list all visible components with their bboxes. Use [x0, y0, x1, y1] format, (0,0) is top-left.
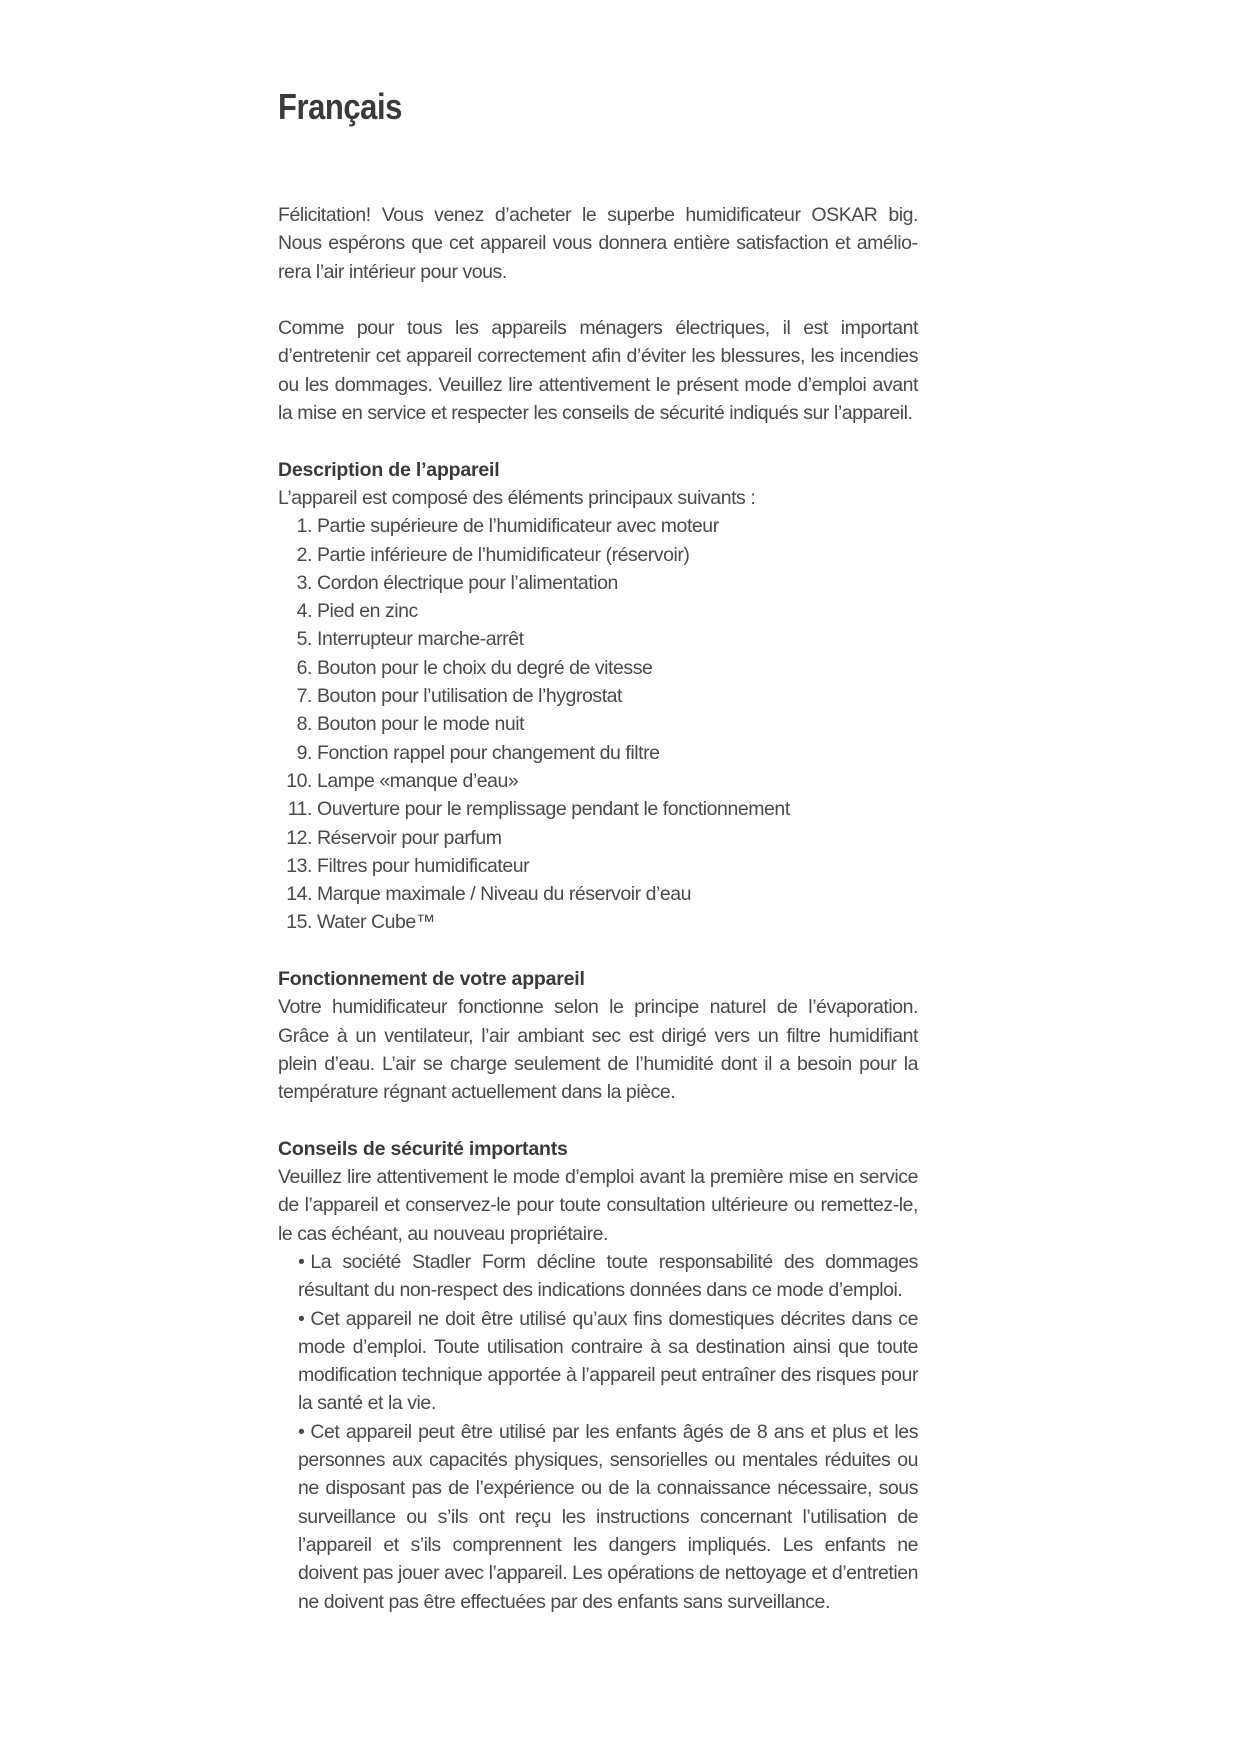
list-number: 8. — [296, 713, 312, 736]
list-text: Partie supérieure de l’humidificateur avec moteur — [317, 515, 719, 538]
list-text: Bouton pour le choix du degré de vitesse — [317, 656, 653, 679]
list-text: Pied en zinc — [317, 600, 418, 623]
bullet-text: Cet appareil ne doit être utilisé qu’aux fins domestiques décrites dans ce mode d’emploi. Toute utilisation contraire à sa destination ainsi que toute modification technique apportée à l’appareil peut entraîner des risques pour la santé et la vie. — [298, 1307, 918, 1415]
list-item — [278, 569, 918, 597]
list-item — [298, 1248, 918, 1305]
list-text: Cordon électrique pour l’alimentation — [317, 571, 618, 594]
intro-paragraph-2: Comme pour tous les appareils ménagers électriques, il est important d’entretenir cet appareil correctement afin d’éviter les blessures, les incendies ou les dommages. Veuillez lire attentivement le présent mode d’emploi avant la mise en service et respecter les conseils de sécurité indiqués sur l’appareil. — [278, 317, 918, 425]
bullet-icon: • — [298, 1420, 305, 1443]
bullet-icon: • — [298, 1307, 305, 1330]
parts-list — [278, 512, 918, 936]
list-item — [298, 1418, 918, 1616]
list-number: 6. — [296, 656, 312, 679]
bullet-icon: • — [298, 1250, 305, 1273]
operation-heading: Fonctionnement de votre appareil — [278, 968, 585, 991]
list-text: Water Cube™ — [317, 911, 435, 934]
list-item — [298, 1305, 918, 1418]
list-item — [278, 739, 918, 767]
list-item — [278, 682, 918, 710]
list-text: Bouton pour l’utilisation de l’hygrostat — [317, 685, 623, 708]
bullet-text: La société Stadler Form décline toute responsabilité des dommages résultant du non-respect des indications données dans ce mode d’emploi. — [298, 1250, 918, 1302]
description-heading: Description de l’appareil — [278, 458, 500, 481]
list-item — [278, 710, 918, 738]
list-item — [278, 512, 918, 540]
list-text: Ouverture pour le remplissage pendant le fonctionnement — [317, 798, 790, 821]
list-item — [278, 541, 918, 569]
list-number: 12. — [286, 826, 312, 849]
page-content — [278, 201, 918, 1616]
list-item — [278, 767, 918, 795]
list-number: 2. — [296, 543, 312, 566]
list-text: Marque maximale / Niveau du réservoir d’eau — [317, 883, 692, 906]
list-number: 14. — [286, 883, 312, 906]
list-item — [278, 852, 918, 880]
list-number: 15. — [286, 911, 312, 934]
page-title: Français — [278, 86, 402, 127]
list-text: Partie inférieure de l’humidificateur (réservoir) — [317, 543, 690, 566]
list-text: Bouton pour le mode nuit — [317, 713, 525, 736]
safety-bullet-list — [278, 1248, 918, 1616]
bullet-text: Cet appareil peut être utilisé par les enfants âgés de 8 ans et plus et les personnes aux capacités physiques, sensorielles ou mentales réduites ou ne disposant pas de l’expérience ou de la connaissance nécessaire, sous surveillance ou s’ils ont reçu les instructions concernant l’utilisation de l’appareil et s’ils comprennent les dangers impliqués. Les enfants ne doivent pas jouer avec l’appareil. Les opérations de nettoyage et d’entretien ne doivent pas être effectuées par des enfants sans surveillance. — [298, 1420, 918, 1613]
list-number: 10. — [286, 769, 312, 792]
safety-section — [278, 1135, 918, 1616]
operation-section — [278, 965, 918, 1106]
list-item — [278, 824, 918, 852]
safety-intro: Veuillez lire attentivement le mode d’emploi avant la première mise en service de l’appareil et conservez-le pour toute consultation ultérieure ou remettez-le, le cas échéant, au nouveau propriétaire. — [278, 1166, 918, 1245]
operation-text: Votre humidificateur fonctionne selon le principe naturel de l’évaporation. Grâce à un ventilateur, l’air ambiant sec est dirigé vers un filtre humidifiant plein d’eau. L’air se charge seulement de l’humidité dont il a besoin pour la température régnant actuellement dans la pièce. — [278, 996, 918, 1104]
list-number: 13. — [286, 854, 312, 877]
list-text: Lampe «manque d’eau» — [317, 769, 519, 792]
list-number: 5. — [296, 628, 312, 651]
list-item — [278, 625, 918, 653]
list-number: 7. — [296, 685, 312, 708]
list-number: 1. — [296, 515, 312, 538]
list-text: Réservoir pour parfum — [317, 826, 502, 849]
list-text: Filtres pour humidificateur — [317, 854, 530, 877]
list-item — [278, 880, 918, 908]
intro-paragraph-1: Félicitation! Vous venez d’acheter le superbe humidificateur OSKAR big. Nous espérons que cet appareil vous donnera entière satisfaction et améliorera l’air intérieur pour vous. — [278, 204, 918, 283]
list-item — [278, 597, 918, 625]
list-number: 9. — [296, 741, 312, 764]
description-section — [278, 456, 918, 937]
list-number: 11. — [287, 798, 312, 821]
description-intro: L’appareil est composé des éléments principaux suivants : — [278, 486, 756, 509]
safety-heading: Conseils de sécurité importants — [278, 1137, 568, 1160]
list-item — [278, 654, 918, 682]
list-text: Fonction rappel pour changement du filtre — [317, 741, 660, 764]
list-text: Interrupteur marche-arrêt — [317, 628, 524, 651]
list-number: 4. — [296, 600, 312, 623]
list-item — [278, 795, 918, 823]
list-number: 3. — [296, 571, 312, 594]
list-item — [278, 908, 918, 936]
